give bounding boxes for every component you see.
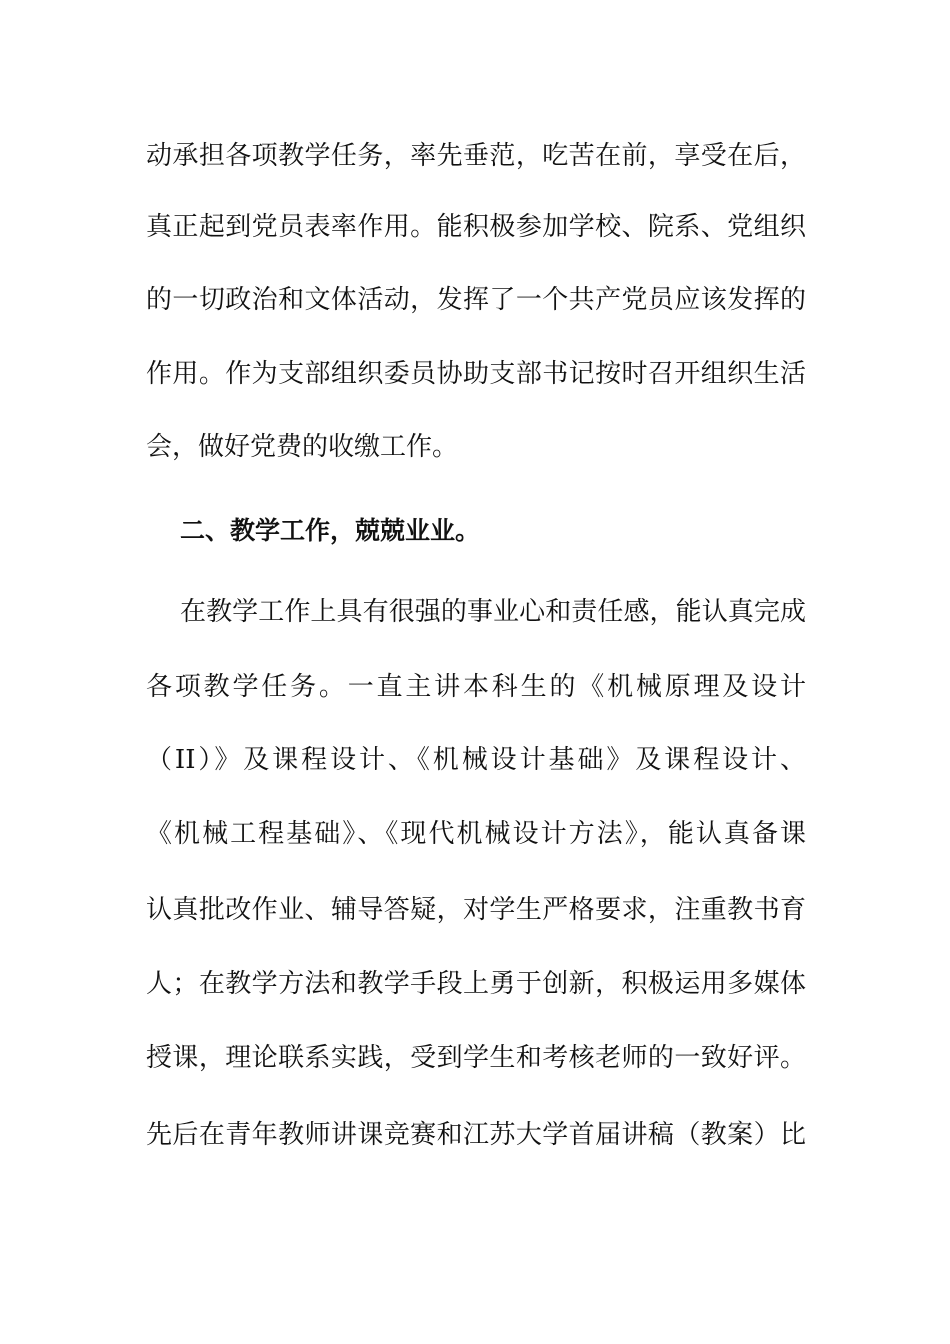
paragraph-line: 在教学工作上具有很强的事业心和责任感，能认真完成 bbox=[180, 597, 806, 627]
paragraph-line: 各项教学任务。一直主讲本科生的《机械原理及设计 bbox=[146, 672, 806, 702]
paragraph-line: 认真批改作业、辅导答疑，对学生严格要求，注重教书育 bbox=[146, 895, 806, 925]
paragraph-line: 授课，理论联系实践，受到学生和考核老师的一致好评。 bbox=[146, 1043, 806, 1073]
paragraph-line: 《机械工程基础》、《现代机械设计方法》，能认真备课 bbox=[146, 819, 806, 849]
paragraph-line: 真正起到党员表率作用。能积极参加学校、院系、党组织 bbox=[146, 212, 806, 242]
paragraph-line: 的一切政治和文体活动，发挥了一个共产党员应该发挥的 bbox=[146, 285, 806, 315]
paragraph-line: 先后在青年教师讲课竞赛和江苏大学首届讲稿（教案）比 bbox=[146, 1120, 806, 1150]
paragraph-line: 动承担各项教学任务，率先垂范，吃苦在前，享受在后， bbox=[146, 141, 806, 171]
section-heading: 二、教学工作，兢兢业业。 bbox=[180, 516, 481, 545]
paragraph-line: 人；在教学方法和教学手段上勇于创新，积极运用多媒体 bbox=[146, 969, 806, 999]
paragraph-line: （II）》及课程设计、《机械设计基础》及课程设计、 bbox=[146, 745, 806, 775]
paragraph-line: 会，做好党费的收缴工作。 bbox=[146, 432, 459, 462]
paragraph-line: 作用。作为支部组织委员协助支部书记按时召开组织生活 bbox=[146, 359, 806, 389]
